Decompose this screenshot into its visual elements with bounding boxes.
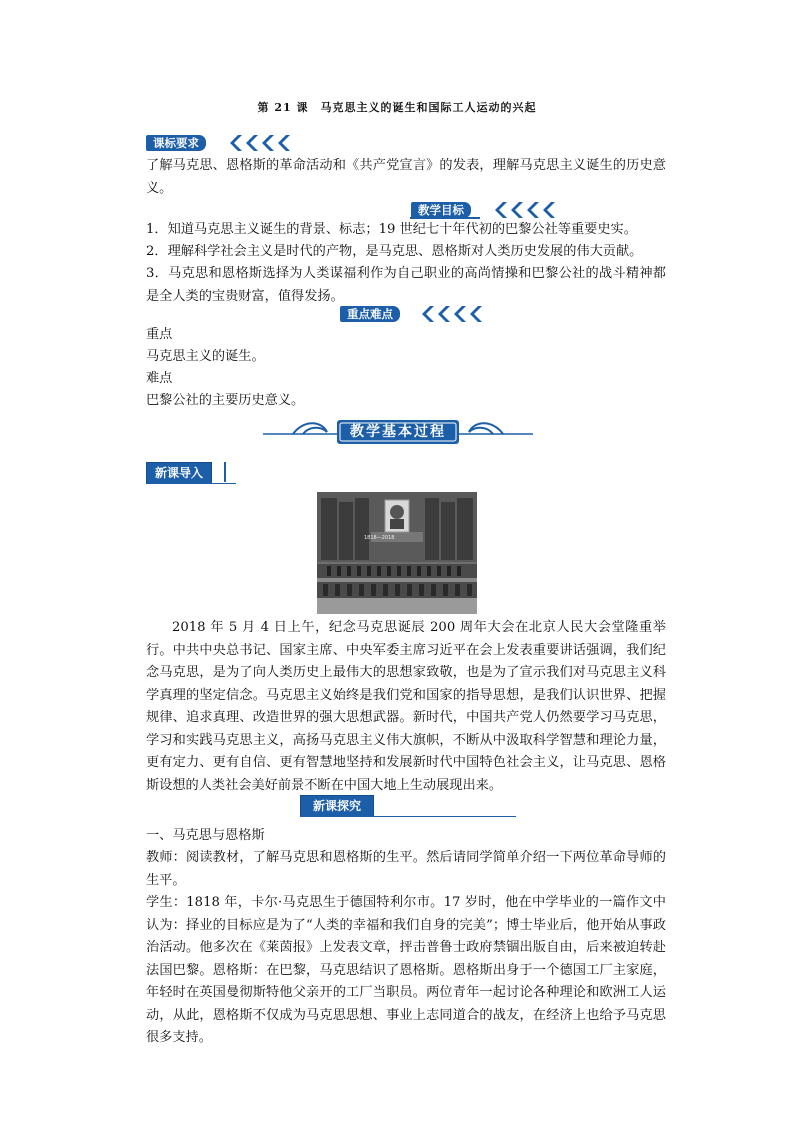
requirements-banner — [146, 134, 476, 152]
requirements-heading: 课标要求 — [146, 135, 206, 151]
objective-item: 1．知道马克思主义诞生的背景、标志；19 世纪七十年代初的巴黎公社等重要史实。 — [146, 222, 637, 237]
intro-section-bar — [146, 462, 236, 484]
explore-heading: 新课探究 — [300, 795, 374, 817]
difficult-label: 难点 — [146, 371, 173, 386]
lesson-title: 第 21 课 马克思主义的诞生和国际工人运动的兴起 — [257, 101, 537, 114]
photo-caption: 1818—2018 — [364, 535, 395, 541]
objectives-heading: 教学目标 — [411, 202, 471, 218]
intro-heading: 新课导入 — [146, 462, 212, 484]
commemoration-photo — [317, 492, 477, 614]
objectives-banner — [410, 201, 570, 219]
chevrons-icon — [414, 305, 484, 323]
key-points-heading: 重点难点 — [340, 306, 400, 322]
chevrons-icon — [487, 201, 557, 219]
chevrons-icon — [222, 134, 292, 152]
difficult-text: 巴黎公社的主要历史意义。 — [146, 393, 305, 408]
objective-item: 3．马克思和恩格斯选择为人类谋福利作为自己职业的高尚情操和巴黎公社的战斗精神都是全人类的宝贵财富，值得发扬。 — [146, 266, 666, 304]
key-text: 马克思主义的诞生。 — [146, 349, 265, 364]
intro-text: 2018 年 5 月 4 日上午，纪念马克思诞辰 200 周年大会在北京人民大会堂隆重举行。中共中央总书记、国家主席、中央军委主席习近平在会上发表重要讲话强调，我们纪念马克思，是为了向人类历史上最伟大的思想家致敬，也是为了宣示我们对马克思主义科学真理的坚定信念。马克思主义始终是我们党和国家的指导思想，是我们认识世界、把握规律、追求真理、改造世界的强大思想武器。新时代，中国共产党人仍然要学习马克思，学习和实践马克思主义，高扬马克思主义伟大旗帜，不断从中汲取科学智慧和理论力量，更有定力、更有自信、更有智慧地坚持和发展新时代中国特色社会主义，让马克思、恩格斯设想的人类社会美好前景不断在中国大地上生动展现出来。 — [146, 620, 666, 793]
student-text: 学生：1818 年，卡尔·马克思生于德国特利尔市。17 岁时，他在中学毕业的一篇作文中认为：择业的目标应是为了“人类的幸福和我们自身的完美”；博士毕业后，他开始从事政治活动。他多次在《莱茵报》上发表文章，抨击普鲁士政府禁锢出版自由，后来被迫转赴法国巴黎。恩格斯：在巴黎，马克思结识了恩格斯。恩格斯出身于一个德国工厂主家庭，年轻时在英国曼彻斯特他父亲开的工厂当职员。两位青年一起讨论各种理论和欧洲工人运动，从此，恩格斯不仅成为马克思思想、事业上志同道合的战友，在经济上也给予马克思很多支持。 — [146, 895, 666, 1045]
explore-subheading: 一、马克思与恩格斯 — [146, 828, 265, 843]
process-banner-text: 教学基本过程 — [350, 424, 446, 440]
key-points-banner — [340, 305, 500, 323]
teacher-text: 教师：阅读教材，了解马克思和恩格斯的生平。然后请同学简单介绍一下两位革命导师的生平。 — [146, 850, 666, 888]
explore-section-bar — [300, 795, 516, 817]
key-label: 重点 — [146, 327, 173, 342]
requirements-text: 了解马克思、恩格斯的革命活动和《共产党宣言》的发表，理解马克思主义诞生的历史意义。 — [146, 158, 666, 196]
objective-item: 2．理解科学社会主义是时代的产物，是马克思、恩格斯对人类历史发展的伟大贡献。 — [146, 244, 643, 259]
